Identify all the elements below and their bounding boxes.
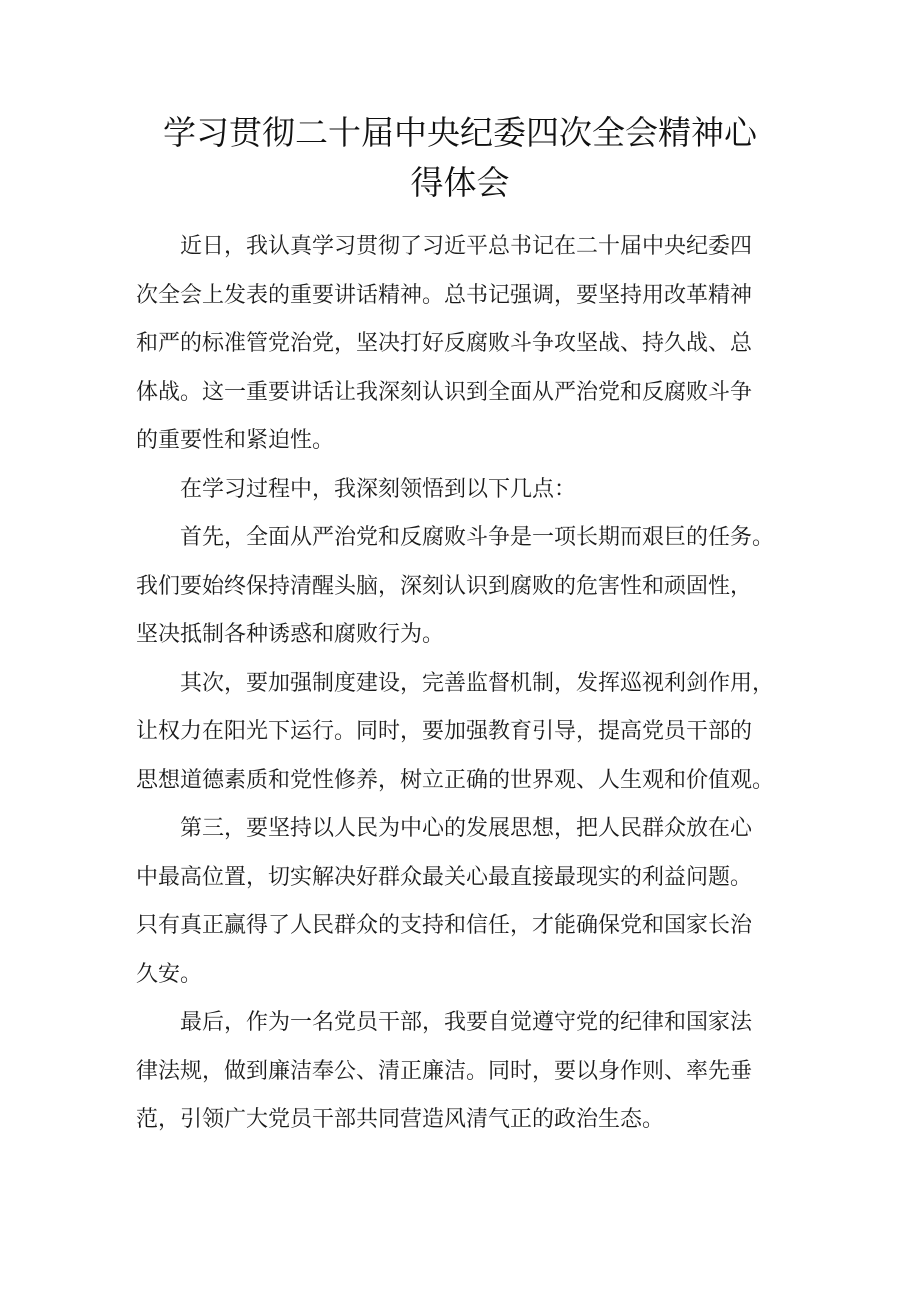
text-line: 体战。这一重要讲话让我深刻认识到全面从严治党和反腐败斗争 <box>136 379 753 405</box>
text-line: 坚决抵制各种诱惑和腐败行为。 <box>136 622 445 647</box>
text-line: 久安。 <box>136 961 203 987</box>
text-line: 近日，我认真学习贯彻了习近平总书记在二十届中央纪委四 <box>136 234 753 259</box>
title-line-1: 学习贯彻二十届中央纪委四次全会精神心 <box>163 113 757 152</box>
text-line: 中最高位置，切实解决好群众最关心最直接最现实的利益问题。 <box>136 864 753 890</box>
text-line: 范，引领广大党员干部共同营造风清气正的政治生态。 <box>136 1107 665 1132</box>
text-line: 我们要始终保持清醒头脑，深刻认识到腐败的危害性和顽固性， <box>136 573 753 599</box>
text-line: 让权力在阳光下运行。同时，要加强教育引导，提高党员干部的 <box>136 719 753 744</box>
text-line: 思想道德素质和党性修养，树立正确的世界观、人生观和价值观。 <box>136 767 775 793</box>
text-line: 次全会上发表的重要讲话精神。总书记强调，要坚持用改革精神 <box>136 282 753 308</box>
text-line: 在学习过程中，我深刻领悟到以下几点： <box>136 476 577 502</box>
paragraph-first <box>136 514 796 660</box>
paragraph-last <box>136 999 796 1145</box>
text-line: 第三，要坚持以人民为中心的发展思想，把人民群众放在心 <box>136 816 753 841</box>
text-line: 首先，全面从严治党和反腐败斗争是一项长期而艰巨的任务。 <box>136 525 775 550</box>
title-line-2: 得体会 <box>410 163 510 202</box>
text-line: 和严的标准管党治党，坚决打好反腐败斗争攻坚战、持久战、总 <box>136 331 753 356</box>
document-body <box>136 223 796 1145</box>
text-line: 最后，作为一名党员干部，我要自觉遵守党的纪律和国家法 <box>136 1010 753 1035</box>
paragraph-intro <box>136 223 796 466</box>
paragraph-points-intro <box>136 466 796 515</box>
text-line: 其次，要加强制度建设，完善监督机制，发挥巡视利剑作用， <box>136 670 775 696</box>
document-title <box>120 108 800 208</box>
paragraph-second <box>136 660 796 806</box>
text-line: 只有真正赢得了人民群众的支持和信任，才能确保党和国家长治 <box>136 913 753 938</box>
text-line: 的重要性和紧迫性。 <box>136 428 335 453</box>
paragraph-third <box>136 805 796 999</box>
text-line: 律法规，做到廉洁奉公、清正廉洁。同时，要以身作则、率先垂 <box>136 1058 753 1084</box>
